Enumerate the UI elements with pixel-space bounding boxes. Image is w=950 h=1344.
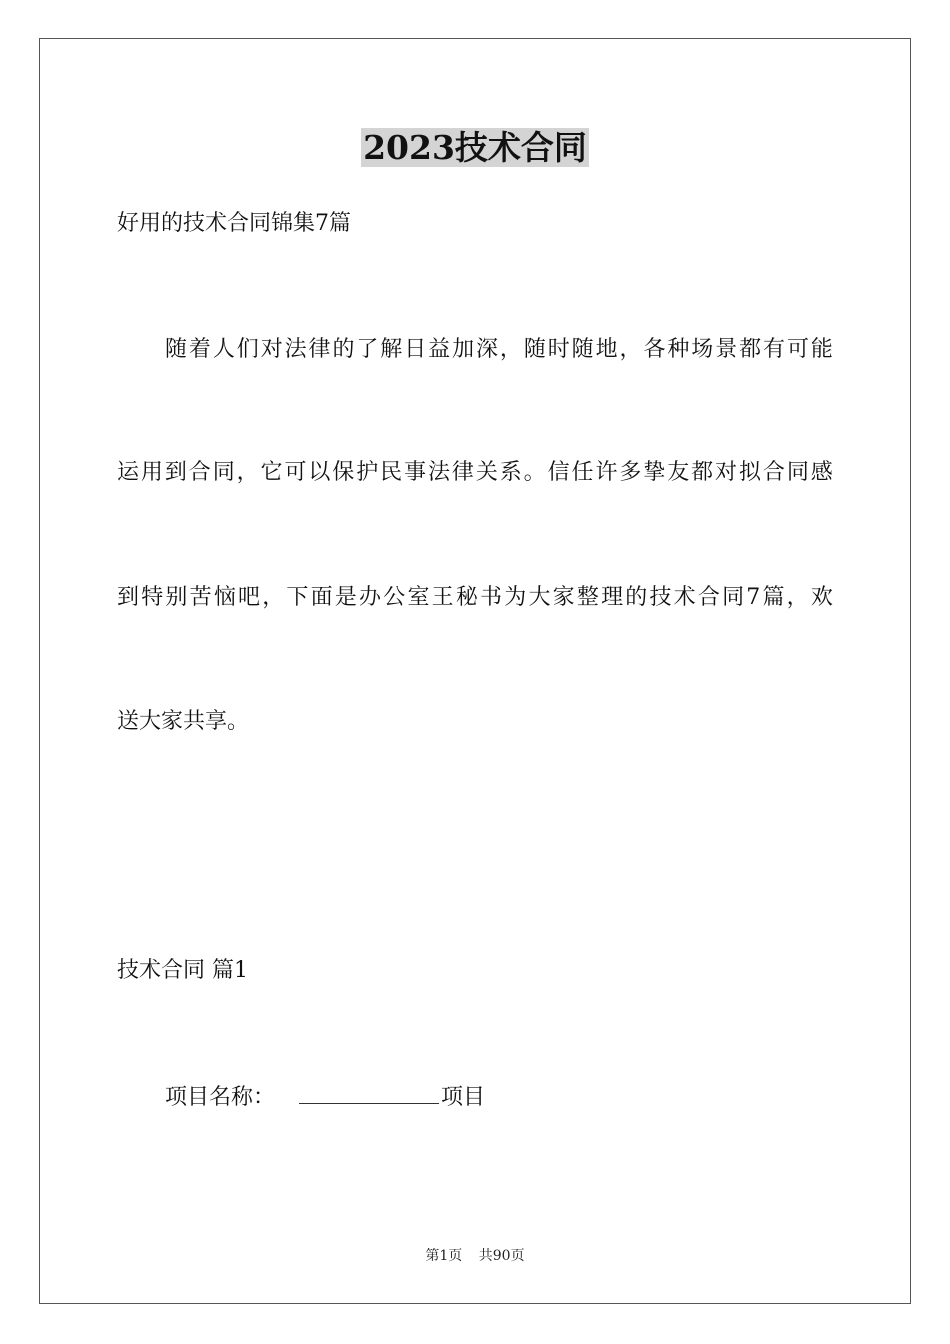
project-name-suffix: 项目 — [441, 1085, 486, 1110]
document-title-text: 2023技术合同 — [363, 128, 587, 167]
section-heading: 技术合同 篇1 — [117, 958, 248, 983]
intro-line-3: 到 特 别 苦 恼 吧 ， 下 面 是 办 公 室 王 秘 书 为 大 家 整 理 的 技 术 合 同 7 篇 ， 欢 — [117, 585, 833, 610]
page-footer — [0, 1246, 950, 1266]
project-name-label: 项目名称： — [165, 1085, 276, 1110]
page-current: 第1页 — [425, 1248, 463, 1264]
intro-line-1: 随 着 人 们 对 法 律 的 了 解 日 益 加 深 ， 随 时 随 地 ， 各 种 场 景 都 有 可 能 — [165, 337, 833, 362]
intro-line-4: 送大家共享。 — [117, 709, 250, 734]
project-name-blank — [299, 1081, 439, 1104]
page-total: 共90页 — [478, 1248, 525, 1264]
project-name-line — [165, 1081, 485, 1113]
document-title — [0, 126, 950, 170]
intro-line-2: 运 用 到 合 同 ， 它 可 以 保 护 民 事 法 律 关 系 。 信 任 许 多 挚 友 都 对 拟 合 同 感 — [117, 460, 833, 485]
document-subtitle: 好用的技术合同锦集7篇 — [117, 211, 351, 236]
